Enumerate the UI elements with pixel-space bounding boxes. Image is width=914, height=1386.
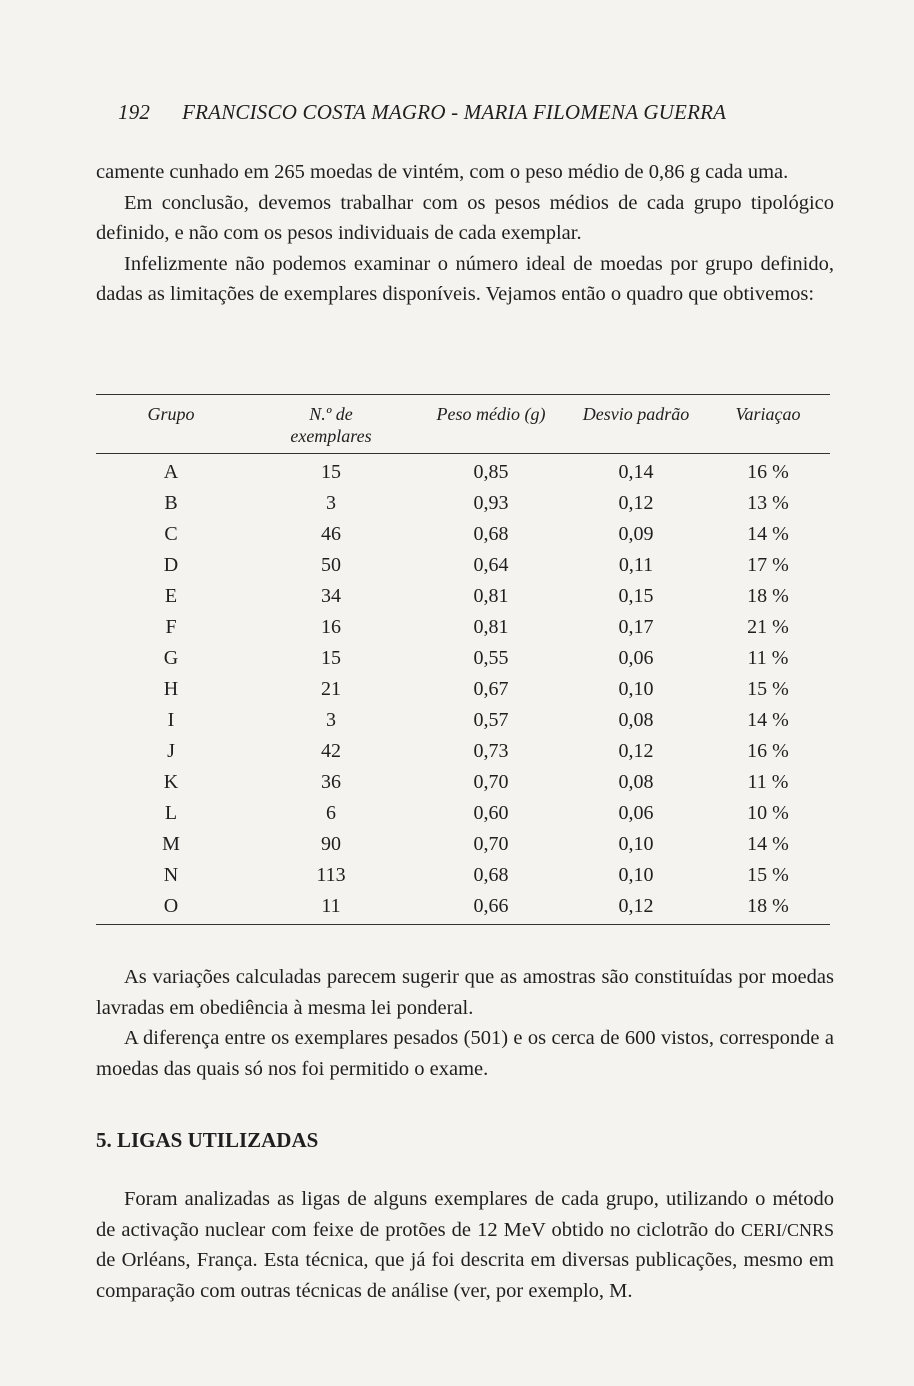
paragraph: Em conclusão, devemos trabalhar com os pesos médios de cada grupo tipológico definido, e não com os pesos individuais de cada exemplar. [96,191,834,244]
cell-grupo: M [162,833,180,855]
cell-variacao: 18 % [706,891,830,925]
institution-acronym: CERI/CNRS [740,1219,834,1240]
cell-n-exemplares: 46 [321,523,341,545]
cell-desvio-padrao: 0,12 [618,740,654,762]
table-row [96,550,830,581]
cell-desvio-padrao: 0,10 [618,678,654,700]
weights-table-container [96,394,830,925]
cell-variacao: 14 % [747,523,789,545]
table-row [96,674,830,705]
table-row [96,488,830,519]
cell-n-exemplares: 15 [321,461,341,483]
header-peso-medio: Peso médio (g) [416,395,566,454]
cell-grupo: C [164,523,178,545]
paragraph: As variações calculadas parecem sugerir que as amostras são constituídas por moedas lavradas em obediência à mesma lei ponderal. [96,966,834,1019]
cell-peso-medio: 0,85 [473,461,509,483]
cell-peso-medio: 0,68 [473,523,509,545]
cell-n-exemplares: 36 [321,771,341,793]
after-table-text [96,962,834,1084]
table-row [96,798,830,829]
table-row [96,736,830,767]
cell-n-exemplares: 50 [321,554,341,576]
table-row [96,454,830,489]
cell-variacao: 16 % [747,461,789,483]
intro-text [96,157,834,310]
table-header-row [96,395,830,454]
section-body-before: Foram analizadas as ligas de alguns exemplares de cada grupo, utilizando o método de activação nuclear com feixe de protões de 12 MeV obtido no ciclotrão do [96,1188,834,1241]
cell-variacao: 14 % [747,833,789,855]
cell-n-exemplares: 11 [246,891,416,925]
header-n-line1: N.º de [309,404,353,424]
table-row [96,581,830,612]
cell-n-exemplares: 3 [326,492,336,514]
cell-desvio-padrao: 0,06 [618,802,654,824]
cell-variacao: 21 % [747,616,789,638]
cell-grupo: E [164,585,178,607]
cell-grupo: K [163,771,179,793]
cell-peso-medio: 0,66 [416,891,566,925]
table-row [96,643,830,674]
table-row [96,860,830,891]
cell-grupo: F [165,616,177,638]
cell-desvio-padrao: 0,14 [618,461,654,483]
cell-variacao: 18 % [747,585,789,607]
cell-variacao: 14 % [747,709,789,731]
running-head [118,100,726,125]
cell-peso-medio: 0,67 [473,678,509,700]
header-n-line2: exemplares [290,426,372,446]
cell-variacao: 15 % [747,864,789,886]
cell-variacao: 10 % [747,802,789,824]
cell-variacao: 15 % [747,678,789,700]
cell-n-exemplares: 42 [321,740,341,762]
cell-n-exemplares: 3 [326,709,336,731]
cell-peso-medio: 0,81 [473,585,509,607]
cell-peso-medio: 0,81 [473,616,509,638]
paragraph: Infelizmente não podemos examinar o número ideal de moedas por grupo definido, dadas as limitações de exemplares disponíveis. Vejamos então o quadro que obtivemos: [96,252,834,305]
cell-grupo: L [164,802,178,824]
cell-desvio-padrao: 0,08 [618,771,654,793]
cell-variacao: 17 % [747,554,789,576]
cell-desvio-padrao: 0,12 [618,492,654,514]
cell-grupo: G [163,647,179,669]
cell-grupo: B [164,492,178,514]
cell-variacao: 11 % [747,647,789,669]
table-row [96,705,830,736]
cell-variacao: 16 % [747,740,789,762]
page-number: 192 [118,100,151,124]
section-body-text [96,1184,834,1306]
cell-desvio-padrao: 0,15 [618,585,654,607]
cell-grupo: O [96,891,246,925]
paragraph: A diferença entre os exemplares pesados (501) e os cerca de 600 vistos, corresponde a moedas das quais só nos foi permitido o exame. [96,1027,834,1080]
cell-peso-medio: 0,68 [473,864,509,886]
cell-peso-medio: 0,60 [473,802,509,824]
cell-desvio-padrao: 0,06 [618,647,654,669]
cell-desvio-padrao: 0,09 [618,523,654,545]
section-heading: 5. LIGAS UTILIZADAS [96,1128,319,1152]
cell-grupo: J [167,740,175,762]
running-head-authors: FRANCISCO COSTA MAGRO - MARIA FILOMENA GUERRA [182,100,727,124]
cell-peso-medio: 0,64 [473,554,509,576]
cell-desvio-padrao: 0,10 [618,833,654,855]
cell-grupo: D [163,554,179,576]
cell-n-exemplares: 113 [316,864,346,886]
cell-n-exemplares: 21 [321,678,341,700]
cell-desvio-padrao: 0,12 [566,891,706,925]
cell-peso-medio: 0,93 [473,492,509,514]
cell-desvio-padrao: 0,08 [618,709,654,731]
table-body [96,454,830,925]
cell-peso-medio: 0,70 [473,771,509,793]
header-grupo: Grupo [96,395,246,454]
table-row [96,891,830,925]
cell-grupo: H [163,678,179,700]
weights-table [96,394,830,925]
cell-n-exemplares: 16 [321,616,341,638]
table-row [96,612,830,643]
cell-n-exemplares: 90 [321,833,341,855]
header-variacao: Variaçao [706,395,830,454]
paragraph: camente cunhado em 265 moedas de vintém, com o peso médio de 0,86 g cada uma. [96,161,789,183]
cell-n-exemplares: 15 [321,647,341,669]
cell-desvio-padrao: 0,11 [618,554,654,576]
cell-variacao: 13 % [747,492,789,514]
header-desvio-padrao: Desvio padrão [566,395,706,454]
cell-peso-medio: 0,55 [473,647,509,669]
cell-n-exemplares: 6 [326,802,336,824]
cell-desvio-padrao: 0,10 [618,864,654,886]
cell-n-exemplares: 34 [321,585,341,607]
cell-desvio-padrao: 0,17 [618,616,654,638]
cell-variacao: 11 % [747,771,789,793]
cell-grupo: I [167,709,175,731]
table-row [96,829,830,860]
paragraph [96,1184,834,1306]
cell-peso-medio: 0,73 [473,740,509,762]
table-row [96,767,830,798]
cell-peso-medio: 0,70 [473,833,509,855]
header-n-exemplares [246,395,416,454]
table-row [96,519,830,550]
cell-peso-medio: 0,57 [473,709,509,731]
cell-grupo: A [163,461,179,483]
cell-grupo: N [163,864,179,886]
section-body-after: de Orléans, França. Esta técnica, que já foi descrita em diversas publicações, mesmo em comparação com outras técnicas de análise (ver, por exemplo, M. [96,1249,834,1302]
